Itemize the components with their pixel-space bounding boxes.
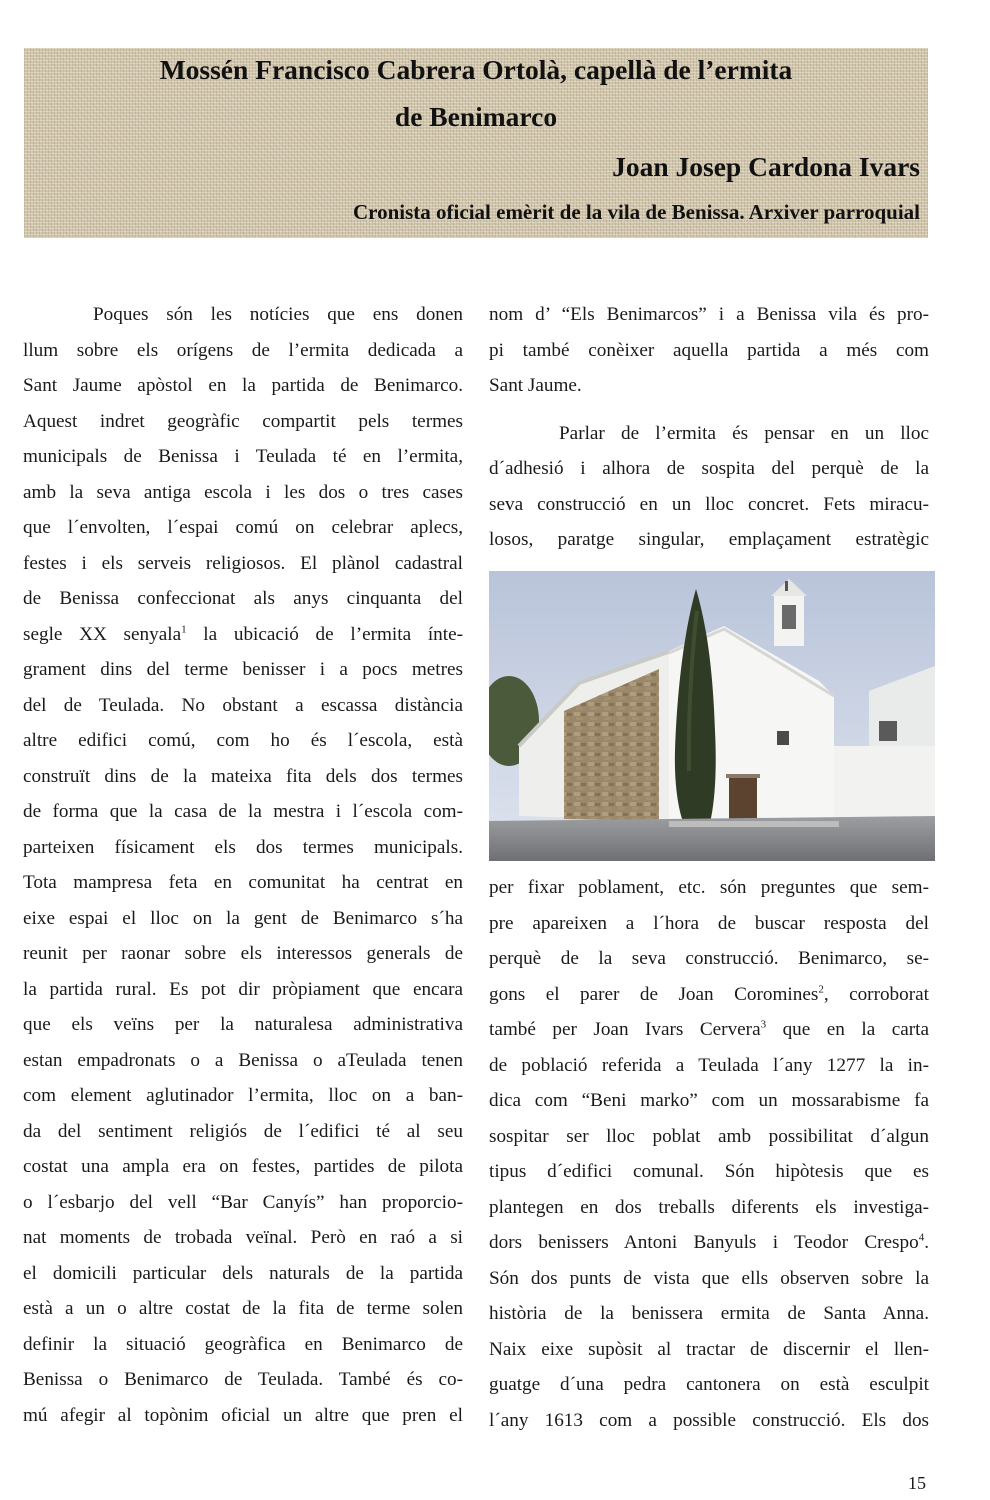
footnote-ref-3[interactable]: 3 [760, 1018, 767, 1031]
text-line: de Benissa confeccionat als anys cinquanta del [23, 588, 463, 609]
text-line: d´adhesió i alhora de sospita del perquè de la [489, 458, 929, 479]
text-line: construït dins de la mateixa fita dels dos termes [23, 765, 463, 787]
text-line: altre edifici comú, com ho és l´escola, està [23, 730, 463, 751]
text-line: llum sobre els orígens de l’ermita dedicada a [23, 339, 463, 361]
author-role: Cronista oficial emèrit de la vila de Benissa. Arxiver parroquial [353, 200, 920, 224]
text-line: plantegen en dos treballs diferents els investiga- [489, 1196, 929, 1218]
text-line: que l´envolten, l´espai comú on celebrar aplecs, [23, 517, 463, 538]
text-line: Benissa o Benimarco de Teulada. També és co- [23, 1369, 463, 1390]
text-line: per fixar poblament, etc. són preguntes que sem- [489, 877, 929, 898]
text-line-with-footnote [489, 1012, 929, 1048]
text-line: pi també conèixer aquella partida a més com [489, 339, 929, 361]
text-fragment: segle XX senyala [23, 623, 182, 645]
text-line: pre apareixen a l´hora de buscar resposta del [489, 912, 929, 934]
text-line: mú afegir al topònim oficial un altre que pren el [23, 1404, 463, 1426]
text-fragment: que en la carta [766, 1019, 929, 1040]
text-line: guatge d´una pedra cantonera on està esculpit [489, 1374, 929, 1395]
hermitage-photo-illustration [489, 571, 935, 861]
text-line: parteixen físicament els dos termes municipals. [23, 836, 463, 858]
text-fragment: gons el parer de Joan Coromines [489, 983, 819, 1005]
text-line: Sant Jaume apòstol en la partida de Benimarco. [23, 375, 463, 396]
text-line: Naix eixe supòsit al tractar de discernir el llen- [489, 1338, 929, 1360]
text-line: costat una ampla era on festes, partides de pilota [23, 1156, 463, 1177]
text-fragment: , corroborat [823, 983, 929, 1005]
text-line: Sant Jaume. [489, 375, 582, 396]
text-line: grament dins del terme benisser i a pocs metres [23, 659, 463, 680]
footnote-ref-1[interactable]: 1 [181, 623, 187, 636]
text-line: estan empadronats o a Benissa o aTeulada tenen [23, 1049, 463, 1071]
footnote-ref-4[interactable]: 4 [918, 1231, 925, 1244]
article-title-line-2: de Benimarco [394, 101, 558, 132]
text-line: o l´esbarjo del vell “Bar Canyís” han proporcio- [23, 1191, 463, 1213]
text-line: de forma que la casa de la mestra i l´escola com- [23, 801, 463, 822]
footnote-ref-2[interactable]: 2 [818, 983, 824, 996]
text-line: història de la benissera ermita de Santa Anna. [489, 1303, 929, 1324]
text-line: Aquest indret geogràfic compartit pels termes [23, 410, 463, 432]
text-line: festes i els serveis religiosos. El plànol cadastral [23, 552, 463, 574]
text-fragment: també per Joan Ivars Cervera [489, 1019, 761, 1040]
text-line-with-footnote [489, 1225, 929, 1261]
right-column-top [489, 297, 929, 558]
text-line: el domicili particular dels naturals de la partida [23, 1262, 463, 1284]
text-line: del de Teulada. No obstant a escassa distància [23, 694, 463, 716]
text-line: reunit per raonar sobre els interessos generals de [23, 943, 463, 964]
text-line: eixe espai el lloc on la gent de Benimarco s´ha [23, 907, 463, 929]
text-line: la partida rural. Es pot dir pròpiament que encara [23, 978, 463, 1000]
hermitage-photo [489, 571, 935, 861]
text-fragment: . [924, 1232, 929, 1253]
text-line: Poques són les notícies que ens donen [93, 304, 463, 325]
text-line: losos, paratge singular, emplaçament estratègic [489, 529, 929, 550]
text-fragment: dors benissers Antoni Banyuls i Teodor Crespo [489, 1232, 919, 1253]
author-name: Joan Josep Cardona Ivars [612, 151, 920, 182]
text-line: nat moments de trobada veïnal. Però en raó a si [23, 1227, 463, 1248]
text-line: Són dos punts de vista que ells observen sobre la [489, 1267, 929, 1289]
text-line: definir la situació geogràfica en Benimarco de [23, 1333, 463, 1355]
text-line-with-footnote [23, 617, 463, 653]
text-line: com element aglutinador l’ermita, lloc on a ban- [23, 1085, 463, 1106]
text-line: municipals de Benissa i Teulada té en l’ermita, [23, 446, 463, 467]
title-banner [24, 48, 928, 238]
text-line: nom d’ “Els Benimarcos” i a Benissa vila és pro- [489, 304, 929, 325]
text-line: tipus d´edifici comunal. Són hipòtesis que es [489, 1161, 929, 1182]
right-column-bottom [489, 870, 929, 1438]
text-line: seva construcció en un lloc concret. Fets miracu- [489, 493, 929, 515]
text-line: de població referida a Teulada l´any 1277 la in- [489, 1054, 929, 1076]
page-number: 15 [908, 1473, 926, 1493]
text-line: da del sentiment religiós de l´edifici té al seu [23, 1120, 463, 1142]
text-line: dica com “Beni marko” com un mossarabisme fa [489, 1090, 929, 1111]
text-line: perquè de la seva construcció. Benimarco, se- [489, 948, 929, 969]
left-column [23, 297, 463, 1433]
text-line: Parlar de l’ermita és pensar en un lloc [559, 422, 929, 444]
text-line: amb la seva antiga escola i les dos o tres cases [23, 481, 463, 503]
text-line-with-footnote [489, 977, 929, 1013]
text-line: està a un o altre costat de la fita de terme solen [23, 1298, 463, 1319]
text-line: que els veïns per la naturalesa administrativa [23, 1014, 463, 1035]
text-line: l´any 1613 com a possible construcció. Els dos [489, 1409, 929, 1431]
text-fragment: la ubicació de l’ermita ínte- [186, 623, 463, 645]
article-title-line-1: Mossén Francisco Cabrera Ortolà, capellà de l’ermita [159, 54, 793, 85]
text-line: Tota mampresa feta en comunitat ha centrat en [23, 872, 463, 893]
text-line: sospitar ser lloc poblat amb possibilitat d´algun [489, 1125, 929, 1147]
